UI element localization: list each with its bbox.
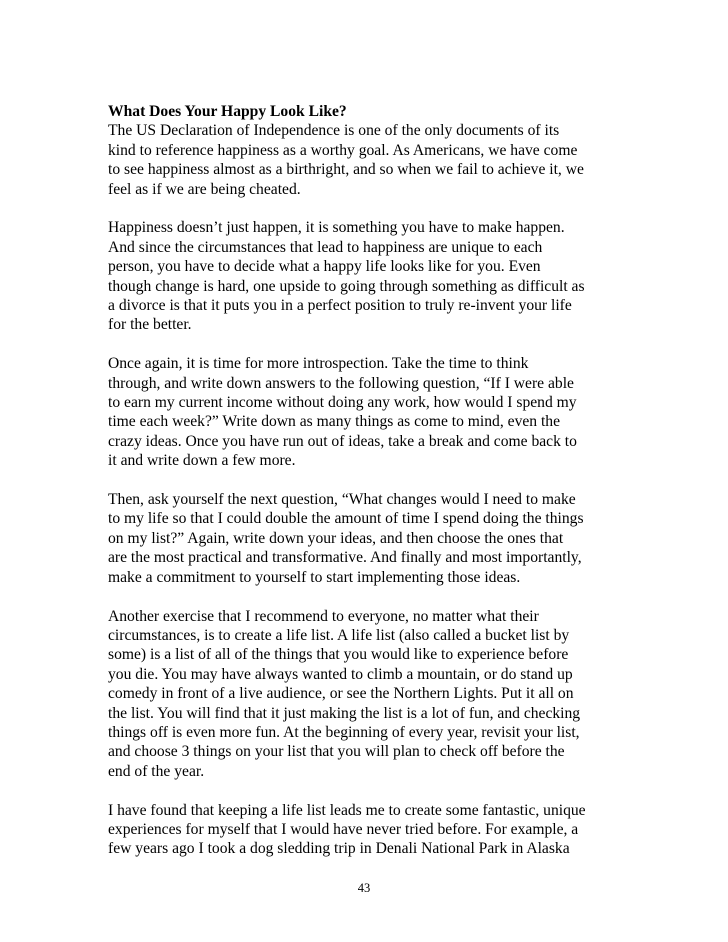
paragraph	[108, 801, 628, 859]
text-line: on my list?” Again, write down your ideas, and then choose the ones that	[108, 529, 564, 547]
text-line: feel as if we are being cheated.	[108, 180, 301, 198]
text-line: Happiness doesn’t just happen, it is something you have to make happen.	[108, 219, 565, 237]
text-line: some) is a list of all of the things that you would like to experience before	[108, 646, 569, 664]
text-line: kind to reference happiness as a worthy goal. As Americans, we have come	[108, 141, 578, 159]
paragraph	[108, 121, 628, 199]
paragraph	[108, 607, 628, 782]
section-heading: What Does Your Happy Look Like?	[108, 103, 347, 120]
text-line: comedy in front of a live audience, or see the Northern Lights. Put it all on	[108, 685, 574, 703]
text-line: you die. You may have always wanted to climb a mountain, or do stand up	[108, 665, 573, 683]
text-line: few years ago I took a dog sledding trip in Denali National Park in Alaska	[108, 840, 570, 858]
text-line: make a commitment to yourself to start implementing those ideas.	[108, 568, 521, 586]
text-line: to see happiness almost as a birthright, and so when we fail to achieve it, we	[108, 161, 584, 179]
text-line: for the better.	[108, 316, 192, 334]
text-line: a divorce is that it puts you in a perfect position to truly re-invent your life	[108, 297, 572, 315]
text-line: I have found that keeping a life list leads me to create some fantastic, unique	[108, 801, 586, 819]
text-line: crazy ideas. Once you have run out of ideas, take a break and come back to	[108, 432, 577, 450]
text-line: Then, ask yourself the next question, “What changes would I need to make	[108, 491, 576, 509]
text-line: to my life so that I could double the amount of time I spend doing the things	[108, 510, 584, 528]
paragraph	[108, 354, 628, 470]
text-line: And since the circumstances that lead to happiness are unique to each	[108, 238, 543, 256]
text-line: are the most practical and transformative. And finally and most importantly,	[108, 549, 582, 567]
text-line: circumstances, is to create a life list. A life list (also called a bucket list by	[108, 626, 570, 644]
text-line: experiences for myself that I would have never tried before. For example, a	[108, 820, 579, 838]
text-line: end of the year.	[108, 762, 205, 780]
paragraph-list	[108, 121, 628, 858]
text-line: Once again, it is time for more introspection. Take the time to think	[108, 355, 529, 373]
text-line: it and write down a few more.	[108, 452, 296, 470]
text-line: time each week?” Write down as many things as come to mind, even the	[108, 413, 561, 431]
text-line: things off is even more fun. At the beginning of every year, revisit your list,	[108, 723, 580, 741]
document-body	[108, 102, 628, 878]
paragraph	[108, 490, 628, 587]
text-line: Another exercise that I recommend to everyone, no matter what their	[108, 607, 539, 625]
text-line: though change is hard, one upside to going through something as difficult as	[108, 277, 585, 295]
text-line: to earn my current income without doing any work, how would I spend my	[108, 394, 577, 412]
paragraph	[108, 218, 628, 334]
text-line: the list. You will find that it just making the list is a lot of fun, and checking	[108, 704, 581, 722]
text-line: through, and write down answers to the following question, “If I were able	[108, 374, 574, 392]
text-line: The US Declaration of Independence is one of the only documents of its	[108, 122, 560, 140]
text-line: person, you have to decide what a happy life looks like for you. Even	[108, 258, 541, 276]
text-line: and choose 3 things on your list that you will plan to check off before the	[108, 743, 565, 761]
page-number: 43	[357, 881, 371, 895]
